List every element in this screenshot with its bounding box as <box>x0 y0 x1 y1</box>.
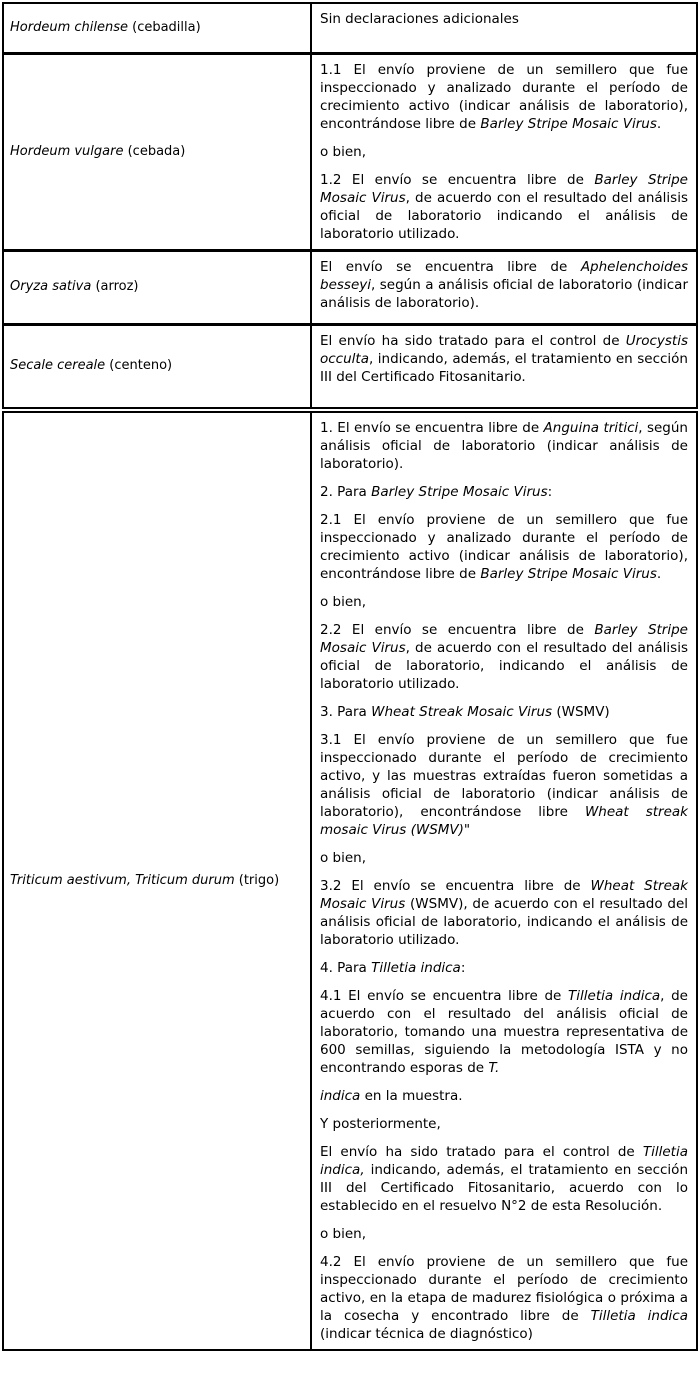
text-run: , de acuerdo con el resultado del análisis oficial de laboratorio, tomando una muestra representativa de 600 semillas, siguiendo la metodología ISTA y no encontrando esporas de <box>320 988 688 1076</box>
species-name <box>10 357 304 375</box>
table-row <box>3 53 697 250</box>
latin-name-text: Barley Stripe Mosaic Virus <box>371 484 548 500</box>
text-run: El envío ha sido tratado para el control de <box>320 1144 643 1160</box>
text-run: o bien, <box>320 143 367 160</box>
requirement-paragraph <box>320 61 688 133</box>
latin-name-text: Tilletia indica <box>371 960 461 976</box>
text-run: indicando, además, el tratamiento en sección III del Certificado Fitosanitario, acuerdo con lo establecido en el resuelvo N°2 de esta Resolución. <box>320 1162 688 1214</box>
requirement-paragraph <box>320 143 688 161</box>
latin-name-text: Tilletia indica <box>568 988 661 1004</box>
latin-name-text: Anguina tritici <box>543 420 639 436</box>
text-run: (indicar técnica de diagnóstico) <box>320 1326 533 1342</box>
latin-name-text: Hordeum vulgare <box>10 143 124 159</box>
text-run: 2.1 El envío proviene de un semillero que fue inspeccionado y analizado durante el período de crecimiento activo (indicar análisis de laboratorio), encontrándose libre de <box>320 512 688 582</box>
text-run: El envío ha sido tratado para el control de <box>320 332 626 349</box>
latin-name-text: T. <box>488 1060 500 1076</box>
text-run: , según análisis oficial de laboratorio (indicar análisis de laboratorio). <box>320 420 688 472</box>
species-name <box>10 872 304 890</box>
requirements-cell <box>311 410 697 1350</box>
text-run: 4. Para <box>320 960 372 976</box>
latin-name-text: Wheat Streak Mosaic Virus <box>320 878 688 912</box>
latin-name-text: Barley Stripe Mosaic Virus <box>480 566 657 582</box>
text-run: . <box>656 566 662 582</box>
latin-name-text: Triticum aestivum, Triticum durum <box>10 873 235 888</box>
text-run: . <box>656 115 662 132</box>
text-run: : <box>460 960 466 976</box>
latin-name-text: Urocystis occulta <box>320 332 688 367</box>
text-run: 1.2 El envío se encuentra libre de <box>320 171 595 188</box>
requirement-paragraph <box>320 849 688 867</box>
requirement-paragraph <box>320 703 688 721</box>
text-run: 3.1 El envío proviene de un semillero que fue inspeccionado durante el período de crecimiento activo, y las muestras extraídas fueron sometidas a análisis oficial de laboratorio (indicar análisis de laboratorio), encontrándose libre <box>320 732 688 820</box>
text-run: , de acuerdo con el resultado del análisis oficial de laboratorio, indicando el análisis de laboratorio utilizado. <box>320 640 688 692</box>
text-run: , según a análisis oficial de laboratorio (indicar análisis de laboratorio). <box>320 276 688 311</box>
table-body <box>3 3 697 1350</box>
text-run: o bien, <box>320 850 367 866</box>
latin-name-text: Aphelenchoides besseyi <box>320 258 688 293</box>
text-run: 2. Para <box>320 484 372 500</box>
requirements-cell <box>311 3 697 53</box>
latin-name-text: Oryza sativa <box>10 279 92 294</box>
text-run: : <box>547 484 553 500</box>
text-run: (WSMV), de acuerdo con el resultado del análisis oficial de laboratorio, indicando el análisis de laboratorio utilizado. <box>320 896 689 948</box>
species-cell <box>3 324 311 410</box>
requirements-cell <box>311 53 697 250</box>
latin-name-text: Secale cereale <box>10 358 106 374</box>
latin-name-text: Wheat streak mosaic Virus (WSMV)" <box>320 804 688 838</box>
text-run: Y posteriormente, <box>320 1116 441 1132</box>
latin-name-text: Tilletia indica, <box>320 1144 688 1178</box>
table-row <box>3 250 697 324</box>
requirement-paragraph <box>320 877 688 949</box>
latin-name-text: Tilletia indica <box>590 1308 688 1324</box>
species-name <box>10 278 304 296</box>
text-run: (cebadilla) <box>127 19 201 35</box>
species-name <box>10 19 304 37</box>
species-cell <box>3 53 311 250</box>
text-run: (trigo) <box>234 873 280 888</box>
requirement-paragraph <box>320 593 688 611</box>
species-cell <box>3 250 311 324</box>
requirement-paragraph <box>320 1115 688 1133</box>
requirement-paragraph <box>320 959 688 977</box>
requirement-paragraph <box>320 621 688 693</box>
requirement-paragraph <box>320 987 688 1077</box>
text-run: o bien, <box>320 1226 367 1242</box>
text-run: 1.1 El envío proviene de un semillero que fue inspeccionado y analizado durante el período de crecimiento activo (indicar análisis de laboratorio), encontrándose libre de <box>320 61 688 132</box>
text-run: 4.1 El envío se encuentra libre de <box>320 988 569 1004</box>
latin-name-text: Wheat Streak Mosaic Virus <box>371 704 553 720</box>
requirements-cell <box>311 250 697 324</box>
latin-name-text: Barley Stripe Mosaic Virus <box>320 171 688 206</box>
text-run: 3. Para <box>320 704 372 720</box>
text-run: 4.2 El envío proviene de un semillero que fue inspeccionado durante el período de crecimiento activo, en la etapa de madurez fisiológica o próxima a la cosecha y encontrado libre de <box>320 1254 688 1324</box>
text-run: 1. El envío se encuentra libre de <box>320 420 544 436</box>
requirement-paragraph <box>320 731 688 839</box>
text-run: Sin declaraciones adicionales <box>320 11 519 27</box>
text-run: (cebada) <box>123 143 186 159</box>
latin-name-text: Barley Stripe Mosaic Virus <box>480 115 657 132</box>
text-run: (WSMV) <box>552 704 610 720</box>
latin-name-text: Hordeum chilense <box>10 19 128 35</box>
species-cell <box>3 410 311 1350</box>
table-row <box>3 410 697 1350</box>
requirement-paragraph <box>320 511 688 583</box>
requirements-cell <box>311 324 697 410</box>
text-run: 3.2 El envío se encuentra libre de <box>320 878 591 894</box>
text-run: en la muestra. <box>360 1088 463 1104</box>
table-row <box>3 3 697 53</box>
text-run: , indicando, además, el tratamiento en sección III del Certificado Fitosanitario. <box>320 350 688 385</box>
requirement-paragraph <box>320 1253 688 1343</box>
requirement-paragraph <box>320 332 688 386</box>
text-run: o bien, <box>320 594 367 610</box>
requirement-paragraph <box>320 171 688 243</box>
requirement-paragraph <box>320 1087 688 1105</box>
text-run: (centeno) <box>105 358 173 374</box>
text-run: (arroz) <box>91 279 139 294</box>
requirement-paragraph <box>320 258 688 312</box>
requirement-paragraph <box>320 483 688 501</box>
text-run: 2.2 El envío se encuentra libre de <box>320 622 595 638</box>
requirement-paragraph <box>320 419 688 473</box>
requirement-paragraph <box>320 1225 688 1243</box>
text-run: , de acuerdo con el resultado del análisis oficial de laboratorio indicando el análisis de laboratorio utilizado. <box>320 189 688 242</box>
latin-name-text: Barley Stripe Mosaic Virus <box>320 622 688 656</box>
latin-name-text: indica <box>320 1088 361 1104</box>
species-name <box>10 143 304 161</box>
requirement-paragraph <box>320 10 688 28</box>
requirement-paragraph <box>320 1143 688 1215</box>
table-row <box>3 324 697 410</box>
text-run: El envío se encuentra libre de <box>320 258 581 275</box>
species-cell <box>3 3 311 53</box>
phytosanitary-requirements-table <box>2 2 698 1351</box>
